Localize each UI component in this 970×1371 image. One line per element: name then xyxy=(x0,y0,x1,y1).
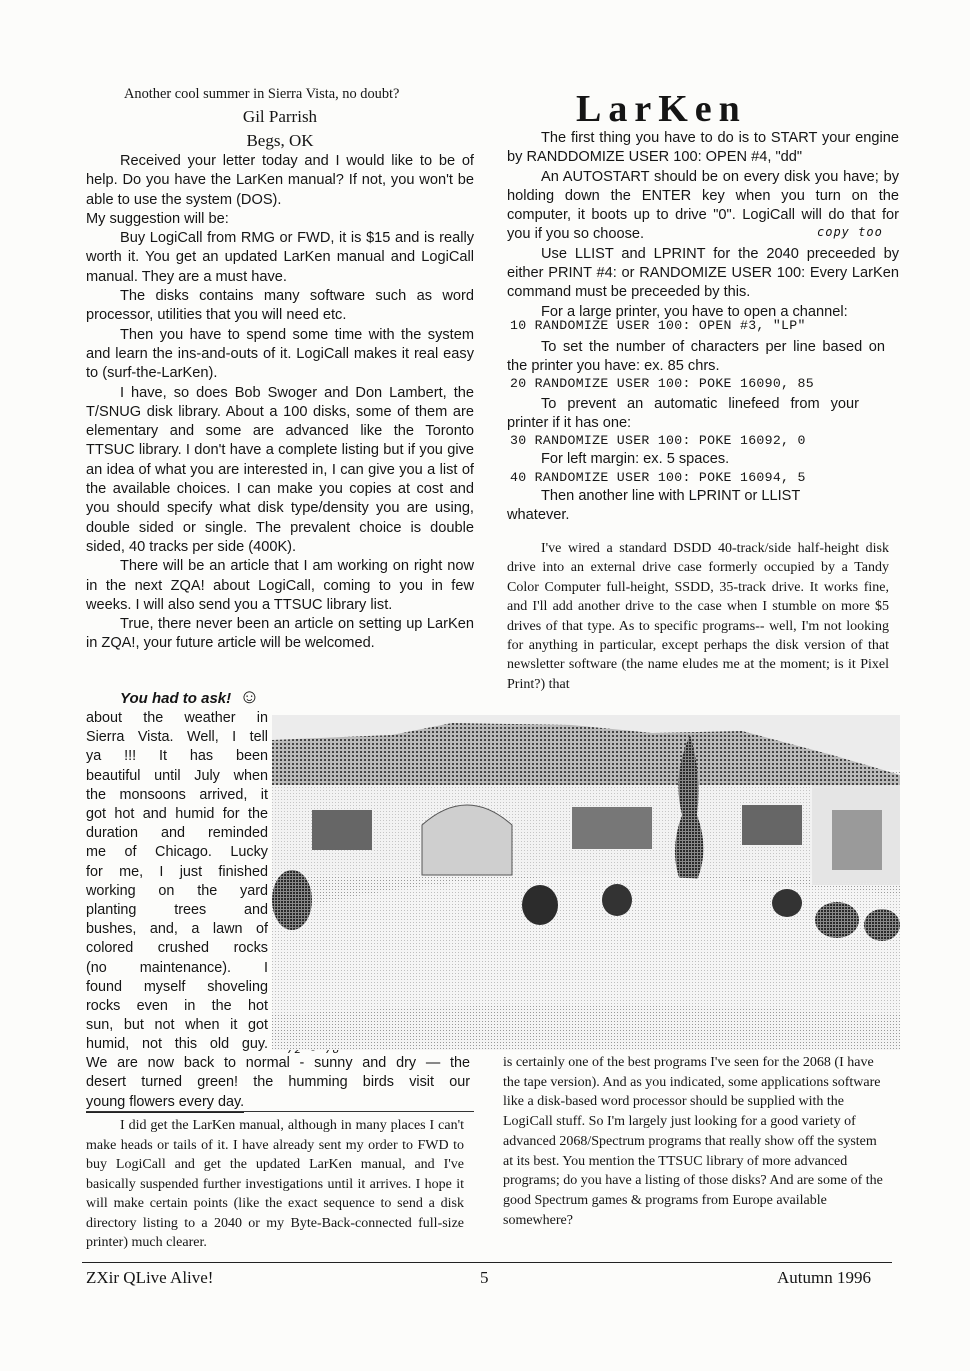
weather-line: (no maintenance). I xyxy=(86,959,268,976)
instruction-paragraph: For left margin: ex. 5 spaces. xyxy=(541,451,730,467)
instruction-paragraph: To set the number of characters per line based on the printer you have: ex. 85 chrs. xyxy=(507,339,885,375)
weather-line: got hot and humid for the xyxy=(86,806,268,823)
code-line: 10 RANDOMIZE USER 100: OPEN #3, "LP" xyxy=(510,318,806,333)
house-photo-svg xyxy=(272,715,900,1050)
instruction-paragraph: Then another line with LPRINT or LLIST whatever. xyxy=(507,488,801,524)
paragraph: True, there never been an article on setting up LarKen in ZQA!, your future article will be welcomed. xyxy=(86,616,474,652)
weather-line: rocks even in the hot xyxy=(86,998,268,1015)
code-line: 30 RANDOMIZE USER 100: POKE 16092, 0 xyxy=(510,433,806,448)
weather-line: sun, but not when it got xyxy=(86,1017,268,1034)
weather-line: the monsoons arrived, it xyxy=(86,786,268,803)
weather-line: Sierra Vista. Well, I tell xyxy=(86,729,268,746)
instruction-paragraph: For a large printer, you have to open a channel: xyxy=(541,303,848,320)
weather-line: working on the yard xyxy=(86,882,268,899)
closing-line: We are now back to normal - sunny and dry — the xyxy=(86,1055,470,1071)
weather-line: about the weather in xyxy=(86,710,268,726)
code-line: 20 RANDOMIZE USER 100: POKE 16090, 85 xyxy=(510,376,814,391)
weather-line: bushes, and, a lawn of xyxy=(86,921,268,938)
section-divider xyxy=(86,1111,474,1112)
weather-line: for me, I just finished xyxy=(86,863,268,880)
weather-line: found myself shoveling xyxy=(86,978,268,995)
footer-page-number: 5 xyxy=(480,1268,489,1287)
house-photo xyxy=(272,715,900,1050)
sender-name: Gil Parrish xyxy=(242,107,318,126)
closing-line: desert turned green! the humming birds visit our xyxy=(86,1074,470,1091)
weather-line: beautiful until July when xyxy=(86,767,268,784)
copy-too-note: copy too xyxy=(817,225,883,239)
footer-rule xyxy=(82,1262,892,1263)
footer-issue: Autumn 1996 xyxy=(777,1268,871,1287)
weather-line: planting trees and xyxy=(86,902,268,919)
code-line: 40 RANDOMIZE USER 100: POKE 16094, 5 xyxy=(510,470,806,485)
paragraph: I have, so does Bob Swoger and Don Lambert, the T/SNUG disk library. About a 100 disks, some of them are elementary and some are advanced like the Toronto TTSUC library. I don't have a complete listing but if you give an idea of what you are interested in, I can give you a list of the available choices. I can make you copies at cost and you should specify what disk type/density you are using, double sided or single. The prevalent choice is double sided, 40 tracks per side (400K). xyxy=(86,384,474,555)
instruction-paragraph: An AUTOSTART should be on every disk you have; by holding down the ENTER key when you turn on the computer, it boots up to drive "0". LogiCall will do that for you if you so choose. xyxy=(507,168,899,243)
instruction-paragraph: To prevent an automatic linefeed from your printer if it has one: xyxy=(507,396,859,432)
paragraph: There will be an article that I am working on right now in the next ZQA! about LogiCall, coming to you in few weeks. I will also send you a TTSUC library list. xyxy=(86,558,474,613)
closing-line: young flowers every day. xyxy=(86,1093,244,1113)
weather-line: humid, not this old guy. xyxy=(86,1036,268,1053)
weather-closing xyxy=(86,1054,470,1113)
reply-paragraph: I did get the LarKen manual, although in many places I can't make heads or tails of it. I have already sent my order to FWD to buy LogiCall and get the updated LarKen manual, and I've basically suspended further investigations until it arrives. I hope it will make certain points (like the exact sequence to send a disk directory listing to a 2040 or my Byte-Back-connected full-size printer) much clearer. xyxy=(86,1118,464,1250)
paragraph: My suggestion will be: xyxy=(86,210,229,227)
sender-location: Begs, OK xyxy=(246,131,314,150)
smiley-icon: ☺ xyxy=(239,686,260,708)
greeting-line: Another cool summer in Sierra Vista, no doubt? xyxy=(124,86,400,102)
instruction-paragraph: The first thing you have to do is to START your engine by RANDDOMIZE USER 100: OPEN #4, "dd" xyxy=(507,130,899,166)
weather-line: ya !!! It has been xyxy=(86,748,268,765)
paragraph: Received your letter today and I would like to be of help. Do you have the LarKen manual? If not, you won't be able to use the system (DOS). xyxy=(86,153,474,208)
weather-text xyxy=(86,709,268,1055)
weather-line: me of Chicago. Lucky xyxy=(86,844,268,861)
weather-heading xyxy=(120,686,260,709)
weather-line: colored crushed rocks xyxy=(86,940,268,957)
footer-publication: ZXir QLive Alive! xyxy=(86,1268,214,1287)
weather-line: duration and reminded xyxy=(86,825,268,842)
letter-text-lower: is certainly one of the best programs I've seen for the 2068 (I have the tape version). And as you indicated, some applications software like a disk-based word processor should be supplied with the LogiCall stuff. So I'm largely just looking for a good variety of advanced 2068/Spectrum programs that really show off the system at its best. You mention the TTSUC library of more advanced programs; do you have a listing of those disks? And are some of the good Spectrum games & programs from Europe available somewhere? xyxy=(503,1055,883,1228)
paragraph: Buy LogiCall from RMG or FWD, it is $15 and is really worth it. You get an updated LarKen manual and LogiCall manual. They are a must have. xyxy=(86,230,474,285)
larken-title: LarKen xyxy=(576,88,747,130)
instruction-paragraph: Use LLIST and LPRINT for the 2040 preceeded by either PRINT #4: or RANDOMIZE USER 100: Every LarKen command must be preceeded by this. xyxy=(507,245,899,301)
paragraph: Then you have to spend some time with the system and learn the ins-and-outs of it. LogiCall makes it real easy to (surf-the-LarKen). xyxy=(86,326,474,382)
paragraph: The disks contains many software such as word processor, utilities that you will need etc. xyxy=(86,288,474,324)
weather-heading-text: You had to ask! xyxy=(120,690,232,707)
letter-body-top xyxy=(86,152,474,654)
letter-text-upper: I've wired a standard DSDD 40-track/side half-height disk drive into an external drive case formerly occupied by a Tandy Color Computer full-height, SSDD, 35-track drive. It works fine, and I'll add another drive to the case when I stumble on more $5 drives of that type. As to specific programs-- well, I'm not looking for anything in particular, except perhaps the disk version of that newsletter software (the name eludes me at the moment; is it Pixel Print?) that xyxy=(507,541,889,692)
